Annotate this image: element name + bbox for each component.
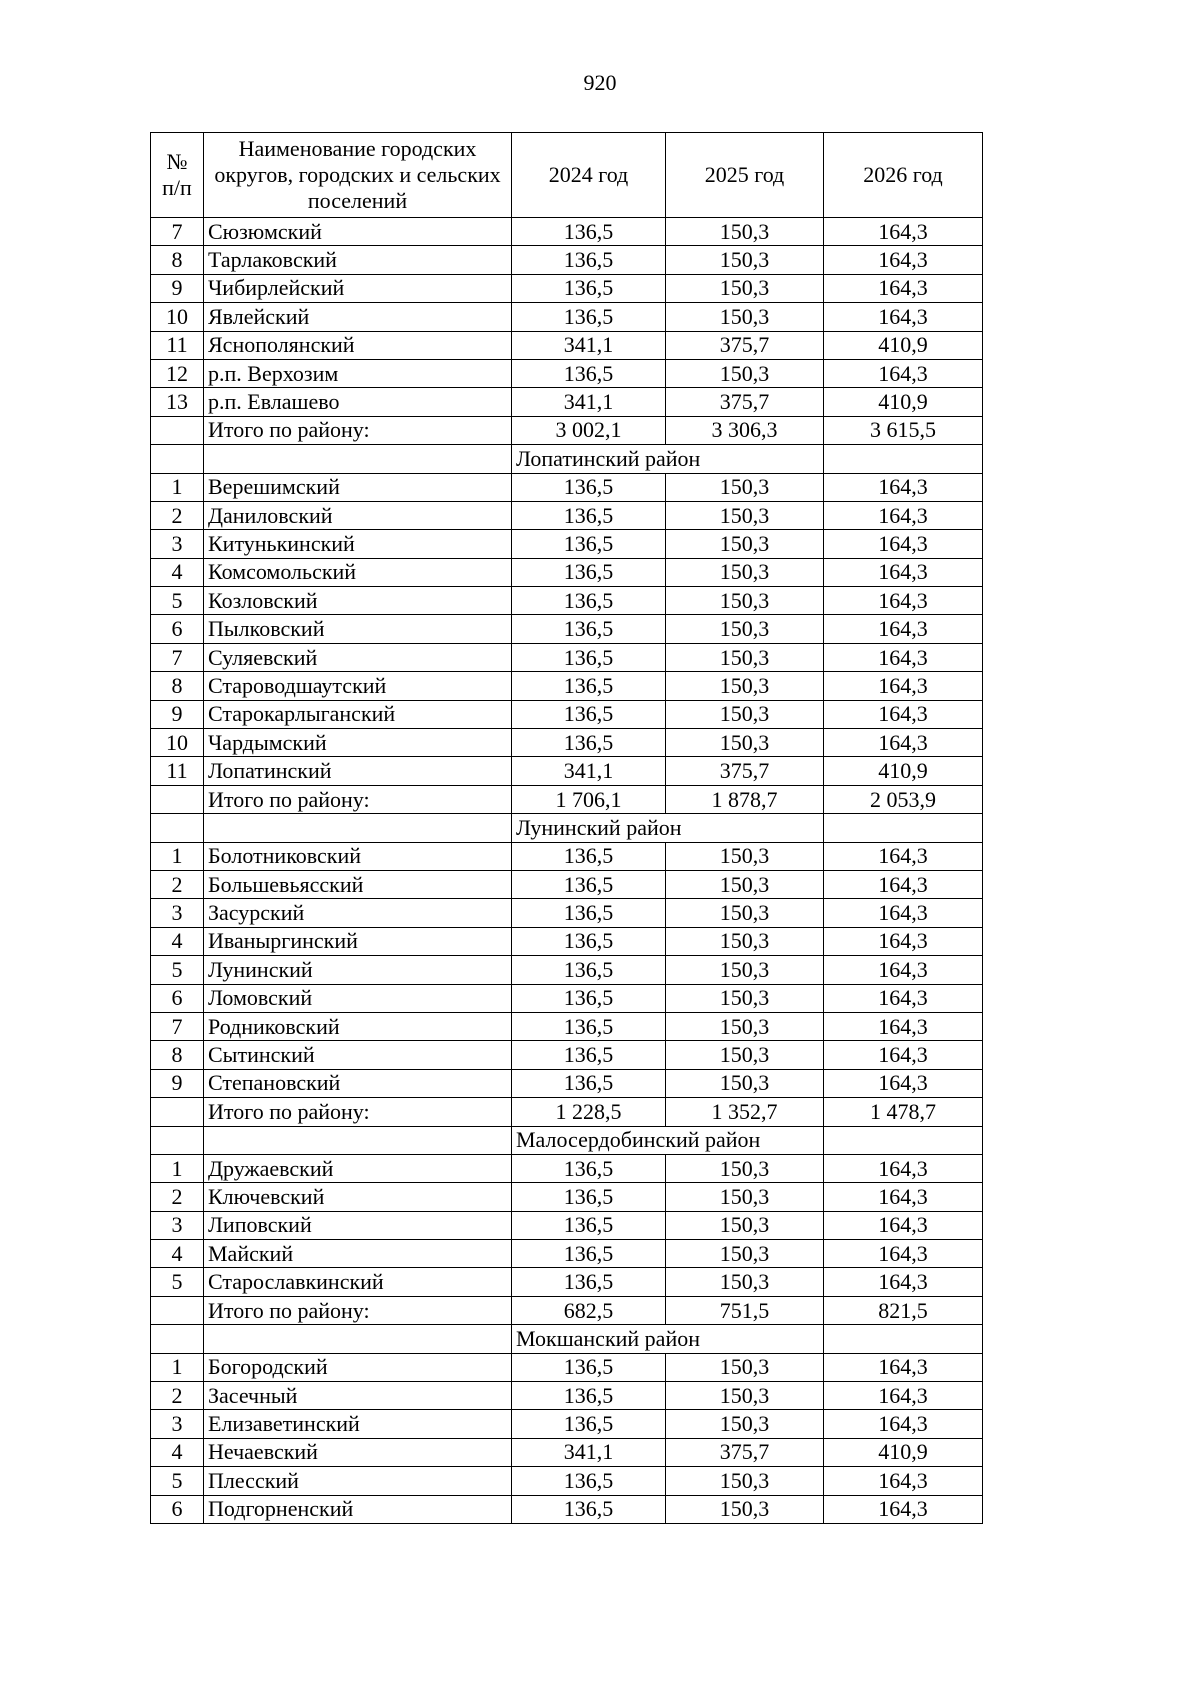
value-2024: 136,5 bbox=[512, 870, 666, 898]
table-row bbox=[151, 672, 983, 700]
value-2026: 1 478,7 bbox=[824, 1098, 983, 1126]
settlement-name: Ломовский bbox=[204, 984, 512, 1012]
district-name-cell bbox=[204, 814, 512, 842]
value-2025: 150,3 bbox=[666, 1268, 824, 1296]
district-header-row bbox=[151, 445, 983, 473]
value-2026: 164,3 bbox=[824, 587, 983, 615]
row-number: 3 bbox=[151, 1410, 204, 1438]
row-number: 1 bbox=[151, 473, 204, 501]
value-2026: 164,3 bbox=[824, 615, 983, 643]
row-number: 9 bbox=[151, 274, 204, 302]
value-2025: 150,3 bbox=[666, 1154, 824, 1182]
district-num-cell bbox=[151, 445, 204, 473]
row-number bbox=[151, 785, 204, 813]
settlement-name: Засурский bbox=[204, 899, 512, 927]
district-empty-cell bbox=[824, 814, 983, 842]
value-2026: 410,9 bbox=[824, 1438, 983, 1466]
value-2026: 164,3 bbox=[824, 1012, 983, 1040]
value-2026: 164,3 bbox=[824, 1268, 983, 1296]
value-2024: 341,1 bbox=[512, 757, 666, 785]
row-number: 5 bbox=[151, 587, 204, 615]
district-title-text: Лунинский район bbox=[516, 814, 682, 840]
district-title-text: Малосердобинский район bbox=[516, 1127, 761, 1153]
value-2024: 136,5 bbox=[512, 615, 666, 643]
settlement-name: Тарлаковский bbox=[204, 246, 512, 274]
table-row bbox=[151, 1495, 983, 1523]
district-header-row bbox=[151, 814, 983, 842]
value-2026: 164,3 bbox=[824, 1467, 983, 1495]
table-row bbox=[151, 927, 983, 955]
value-2026: 164,3 bbox=[824, 1240, 983, 1268]
settlement-name: Липовский bbox=[204, 1211, 512, 1239]
table-row bbox=[151, 1154, 983, 1182]
settlement-name: Суляевский bbox=[204, 643, 512, 671]
row-number: 4 bbox=[151, 1438, 204, 1466]
value-2024: 136,5 bbox=[512, 899, 666, 927]
settlement-name: Старославкинский bbox=[204, 1268, 512, 1296]
value-2026: 164,3 bbox=[824, 473, 983, 501]
header-2026: 2026 год bbox=[824, 133, 983, 218]
district-title-text: Лопатинский район bbox=[516, 445, 701, 471]
value-2024: 341,1 bbox=[512, 1438, 666, 1466]
table-row bbox=[151, 246, 983, 274]
settlement-name: Чибирлейский bbox=[204, 274, 512, 302]
value-2025: 1 878,7 bbox=[666, 785, 824, 813]
table-row bbox=[151, 899, 983, 927]
settlement-name: Чардымский bbox=[204, 729, 512, 757]
value-2025: 3 306,3 bbox=[666, 416, 824, 444]
table-row bbox=[151, 1240, 983, 1268]
row-number: 4 bbox=[151, 927, 204, 955]
table-row bbox=[151, 558, 983, 586]
value-2025: 150,3 bbox=[666, 1467, 824, 1495]
value-2025: 150,3 bbox=[666, 473, 824, 501]
district-header-row bbox=[151, 1325, 983, 1353]
row-number: 4 bbox=[151, 558, 204, 586]
table-row bbox=[151, 1012, 983, 1040]
value-2026: 164,3 bbox=[824, 359, 983, 387]
table-row bbox=[151, 1467, 983, 1495]
settlement-name: Болотниковский bbox=[204, 842, 512, 870]
district-header-row bbox=[151, 1126, 983, 1154]
district-num-cell bbox=[151, 1325, 204, 1353]
value-2025: 150,3 bbox=[666, 1041, 824, 1069]
settlement-name: Засечный bbox=[204, 1382, 512, 1410]
value-2024: 682,5 bbox=[512, 1296, 666, 1324]
value-2024: 136,5 bbox=[512, 1410, 666, 1438]
value-2025: 150,3 bbox=[666, 729, 824, 757]
value-2024: 136,5 bbox=[512, 984, 666, 1012]
row-number: 6 bbox=[151, 1495, 204, 1523]
district-name-cell bbox=[204, 1325, 512, 1353]
settlement-name: Явлейский bbox=[204, 303, 512, 331]
table-row bbox=[151, 956, 983, 984]
value-2024: 136,5 bbox=[512, 643, 666, 671]
table-row bbox=[151, 331, 983, 359]
value-2026: 410,9 bbox=[824, 757, 983, 785]
district-empty-cell bbox=[824, 1325, 983, 1353]
value-2024: 136,5 bbox=[512, 1353, 666, 1381]
table-row bbox=[151, 274, 983, 302]
settlement-name: Родниковский bbox=[204, 1012, 512, 1040]
table-row bbox=[151, 388, 983, 416]
row-number: 6 bbox=[151, 615, 204, 643]
value-2026: 164,3 bbox=[824, 246, 983, 274]
value-2026: 164,3 bbox=[824, 303, 983, 331]
row-number: 12 bbox=[151, 359, 204, 387]
value-2025: 150,3 bbox=[666, 899, 824, 927]
district-title bbox=[512, 814, 824, 842]
value-2024: 136,5 bbox=[512, 473, 666, 501]
value-2025: 150,3 bbox=[666, 1069, 824, 1097]
value-2025: 150,3 bbox=[666, 1183, 824, 1211]
value-2026: 164,3 bbox=[824, 1154, 983, 1182]
value-2025: 150,3 bbox=[666, 700, 824, 728]
row-number bbox=[151, 1296, 204, 1324]
settlement-name: Елизаветинский bbox=[204, 1410, 512, 1438]
total-label: Итого по району: bbox=[204, 1296, 512, 1324]
value-2025: 150,3 bbox=[666, 1495, 824, 1523]
table-row bbox=[151, 700, 983, 728]
row-number: 8 bbox=[151, 246, 204, 274]
table-row bbox=[151, 870, 983, 898]
row-number: 3 bbox=[151, 1211, 204, 1239]
value-2025: 150,3 bbox=[666, 587, 824, 615]
value-2026: 821,5 bbox=[824, 1296, 983, 1324]
table-row bbox=[151, 615, 983, 643]
value-2025: 150,3 bbox=[666, 501, 824, 529]
value-2024: 136,5 bbox=[512, 1211, 666, 1239]
value-2024: 136,5 bbox=[512, 700, 666, 728]
row-number: 10 bbox=[151, 303, 204, 331]
value-2024: 136,5 bbox=[512, 842, 666, 870]
row-number: 6 bbox=[151, 984, 204, 1012]
value-2025: 150,3 bbox=[666, 1211, 824, 1239]
value-2024: 136,5 bbox=[512, 359, 666, 387]
value-2025: 150,3 bbox=[666, 246, 824, 274]
value-2025: 150,3 bbox=[666, 842, 824, 870]
value-2024: 136,5 bbox=[512, 218, 666, 246]
table-row bbox=[151, 1268, 983, 1296]
row-number: 1 bbox=[151, 1353, 204, 1381]
value-2025: 375,7 bbox=[666, 331, 824, 359]
district-title bbox=[512, 1126, 824, 1154]
settlement-name: Дружаевский bbox=[204, 1154, 512, 1182]
table-row bbox=[151, 1410, 983, 1438]
total-row bbox=[151, 785, 983, 813]
value-2025: 150,3 bbox=[666, 672, 824, 700]
row-number: 2 bbox=[151, 870, 204, 898]
value-2026: 164,3 bbox=[824, 1495, 983, 1523]
value-2024: 136,5 bbox=[512, 587, 666, 615]
table-row bbox=[151, 218, 983, 246]
settlement-name: Подгорненский bbox=[204, 1495, 512, 1523]
table-row bbox=[151, 303, 983, 331]
value-2026: 164,3 bbox=[824, 672, 983, 700]
row-number: 7 bbox=[151, 1012, 204, 1040]
value-2025: 150,3 bbox=[666, 615, 824, 643]
row-number: 11 bbox=[151, 331, 204, 359]
value-2024: 136,5 bbox=[512, 303, 666, 331]
value-2024: 136,5 bbox=[512, 530, 666, 558]
table-row bbox=[151, 757, 983, 785]
settlement-name: Богородский bbox=[204, 1353, 512, 1381]
table-row bbox=[151, 501, 983, 529]
value-2024: 136,5 bbox=[512, 558, 666, 586]
value-2024: 3 002,1 bbox=[512, 416, 666, 444]
value-2026: 164,3 bbox=[824, 899, 983, 927]
table-row bbox=[151, 984, 983, 1012]
table-row bbox=[151, 729, 983, 757]
value-2024: 136,5 bbox=[512, 1467, 666, 1495]
value-2024: 1 228,5 bbox=[512, 1098, 666, 1126]
district-empty-cell bbox=[824, 1126, 983, 1154]
value-2024: 136,5 bbox=[512, 1154, 666, 1182]
row-number: 1 bbox=[151, 842, 204, 870]
value-2025: 751,5 bbox=[666, 1296, 824, 1324]
table-header bbox=[151, 133, 983, 218]
table-row bbox=[151, 842, 983, 870]
value-2026: 164,3 bbox=[824, 274, 983, 302]
value-2026: 410,9 bbox=[824, 388, 983, 416]
settlement-name: Степановский bbox=[204, 1069, 512, 1097]
value-2025: 150,3 bbox=[666, 956, 824, 984]
value-2025: 150,3 bbox=[666, 870, 824, 898]
value-2025: 150,3 bbox=[666, 558, 824, 586]
value-2025: 150,3 bbox=[666, 643, 824, 671]
district-name-cell bbox=[204, 1126, 512, 1154]
value-2024: 341,1 bbox=[512, 388, 666, 416]
district-name-cell bbox=[204, 445, 512, 473]
settlement-name: Комсомольский bbox=[204, 558, 512, 586]
value-2026: 164,3 bbox=[824, 1353, 983, 1381]
value-2025: 375,7 bbox=[666, 1438, 824, 1466]
table-row bbox=[151, 643, 983, 671]
value-2025: 150,3 bbox=[666, 927, 824, 955]
page-number: 920 bbox=[583, 70, 617, 95]
row-number: 9 bbox=[151, 700, 204, 728]
settlement-name: Яснополянский bbox=[204, 331, 512, 359]
settlement-name: Даниловский bbox=[204, 501, 512, 529]
row-number: 2 bbox=[151, 501, 204, 529]
value-2026: 164,3 bbox=[824, 501, 983, 529]
value-2024: 136,5 bbox=[512, 1240, 666, 1268]
settlement-name: Нечаевский bbox=[204, 1438, 512, 1466]
value-2026: 164,3 bbox=[824, 1183, 983, 1211]
settlement-name: Старокарлыганский bbox=[204, 700, 512, 728]
value-2026: 164,3 bbox=[824, 956, 983, 984]
value-2024: 341,1 bbox=[512, 331, 666, 359]
value-2024: 136,5 bbox=[512, 1183, 666, 1211]
value-2025: 150,3 bbox=[666, 1012, 824, 1040]
value-2025: 150,3 bbox=[666, 303, 824, 331]
value-2025: 150,3 bbox=[666, 1410, 824, 1438]
value-2025: 375,7 bbox=[666, 757, 824, 785]
settlement-name: Иваныргинский bbox=[204, 927, 512, 955]
value-2024: 136,5 bbox=[512, 501, 666, 529]
row-number: 1 bbox=[151, 1154, 204, 1182]
table-body bbox=[151, 218, 983, 1524]
row-number: 2 bbox=[151, 1183, 204, 1211]
settlement-name: Большевьясский bbox=[204, 870, 512, 898]
row-number: 7 bbox=[151, 643, 204, 671]
value-2025: 150,3 bbox=[666, 1353, 824, 1381]
total-row bbox=[151, 416, 983, 444]
settlement-name: Пылковский bbox=[204, 615, 512, 643]
row-number: 8 bbox=[151, 1041, 204, 1069]
value-2026: 164,3 bbox=[824, 1069, 983, 1097]
value-2024: 136,5 bbox=[512, 672, 666, 700]
value-2025: 150,3 bbox=[666, 274, 824, 302]
value-2026: 164,3 bbox=[824, 218, 983, 246]
allocation-table bbox=[150, 132, 983, 1524]
total-label: Итого по району: bbox=[204, 416, 512, 444]
row-number: 7 bbox=[151, 218, 204, 246]
settlement-name: Лопатинский bbox=[204, 757, 512, 785]
row-number: 11 bbox=[151, 757, 204, 785]
row-number: 2 bbox=[151, 1382, 204, 1410]
row-number: 10 bbox=[151, 729, 204, 757]
value-2026: 164,3 bbox=[824, 643, 983, 671]
table-row bbox=[151, 530, 983, 558]
row-number: 3 bbox=[151, 899, 204, 927]
value-2026: 164,3 bbox=[824, 1211, 983, 1239]
value-2025: 150,3 bbox=[666, 530, 824, 558]
settlement-name: Сюзюмский bbox=[204, 218, 512, 246]
value-2024: 136,5 bbox=[512, 1012, 666, 1040]
table-row bbox=[151, 587, 983, 615]
value-2026: 164,3 bbox=[824, 1382, 983, 1410]
value-2026: 164,3 bbox=[824, 700, 983, 728]
value-2024: 136,5 bbox=[512, 1382, 666, 1410]
value-2025: 150,3 bbox=[666, 1240, 824, 1268]
value-2024: 136,5 bbox=[512, 956, 666, 984]
value-2026: 164,3 bbox=[824, 1410, 983, 1438]
settlement-name: Козловский bbox=[204, 587, 512, 615]
row-number: 5 bbox=[151, 1467, 204, 1495]
value-2024: 136,5 bbox=[512, 1041, 666, 1069]
table-row bbox=[151, 1438, 983, 1466]
value-2025: 150,3 bbox=[666, 984, 824, 1012]
total-label: Итого по району: bbox=[204, 785, 512, 813]
settlement-name: р.п. Верхозим bbox=[204, 359, 512, 387]
value-2026: 164,3 bbox=[824, 729, 983, 757]
row-number: 3 bbox=[151, 530, 204, 558]
district-title-text: Мокшанский район bbox=[516, 1325, 700, 1351]
district-num-cell bbox=[151, 1126, 204, 1154]
value-2026: 164,3 bbox=[824, 1041, 983, 1069]
total-row bbox=[151, 1296, 983, 1324]
value-2026: 164,3 bbox=[824, 927, 983, 955]
district-num-cell bbox=[151, 814, 204, 842]
value-2025: 150,3 bbox=[666, 218, 824, 246]
value-2026: 164,3 bbox=[824, 530, 983, 558]
value-2026: 164,3 bbox=[824, 984, 983, 1012]
header-num: № п/п bbox=[151, 133, 204, 218]
total-label: Итого по району: bbox=[204, 1098, 512, 1126]
total-row bbox=[151, 1098, 983, 1126]
table-row bbox=[151, 359, 983, 387]
header-2024: 2024 год bbox=[512, 133, 666, 218]
header-row bbox=[151, 133, 983, 218]
row-number bbox=[151, 416, 204, 444]
district-title bbox=[512, 445, 824, 473]
district-title bbox=[512, 1325, 824, 1353]
settlement-name: р.п. Евлашево bbox=[204, 388, 512, 416]
row-number: 9 bbox=[151, 1069, 204, 1097]
row-number: 13 bbox=[151, 388, 204, 416]
settlement-name: Майский bbox=[204, 1240, 512, 1268]
settlement-name: Ключевский bbox=[204, 1183, 512, 1211]
settlement-name: Верешимский bbox=[204, 473, 512, 501]
district-empty-cell bbox=[824, 445, 983, 473]
settlement-name: Плесский bbox=[204, 1467, 512, 1495]
value-2024: 136,5 bbox=[512, 1069, 666, 1097]
table-row bbox=[151, 1353, 983, 1381]
value-2024: 136,5 bbox=[512, 927, 666, 955]
row-number: 5 bbox=[151, 1268, 204, 1296]
table-row bbox=[151, 1211, 983, 1239]
table-row bbox=[151, 1069, 983, 1097]
value-2026: 410,9 bbox=[824, 331, 983, 359]
value-2026: 3 615,5 bbox=[824, 416, 983, 444]
header-2025: 2025 год bbox=[666, 133, 824, 218]
value-2025: 1 352,7 bbox=[666, 1098, 824, 1126]
row-number bbox=[151, 1098, 204, 1126]
table-row bbox=[151, 1382, 983, 1410]
value-2025: 375,7 bbox=[666, 388, 824, 416]
value-2024: 1 706,1 bbox=[512, 785, 666, 813]
row-number: 5 bbox=[151, 956, 204, 984]
value-2026: 164,3 bbox=[824, 558, 983, 586]
value-2024: 136,5 bbox=[512, 1495, 666, 1523]
table-row bbox=[151, 1041, 983, 1069]
value-2025: 150,3 bbox=[666, 359, 824, 387]
value-2024: 136,5 bbox=[512, 729, 666, 757]
value-2025: 150,3 bbox=[666, 1382, 824, 1410]
settlement-name: Староводшаутский bbox=[204, 672, 512, 700]
table-row bbox=[151, 473, 983, 501]
value-2026: 164,3 bbox=[824, 870, 983, 898]
settlement-name: Лунинский bbox=[204, 956, 512, 984]
value-2024: 136,5 bbox=[512, 246, 666, 274]
value-2024: 136,5 bbox=[512, 1268, 666, 1296]
row-number: 8 bbox=[151, 672, 204, 700]
header-name: Наименование городских округов, городских и сельских поселений bbox=[204, 133, 512, 218]
value-2026: 164,3 bbox=[824, 842, 983, 870]
value-2026: 2 053,9 bbox=[824, 785, 983, 813]
value-2024: 136,5 bbox=[512, 274, 666, 302]
table-row bbox=[151, 1183, 983, 1211]
row-number: 4 bbox=[151, 1240, 204, 1268]
settlement-name: Китунькинский bbox=[204, 530, 512, 558]
settlement-name: Сытинский bbox=[204, 1041, 512, 1069]
